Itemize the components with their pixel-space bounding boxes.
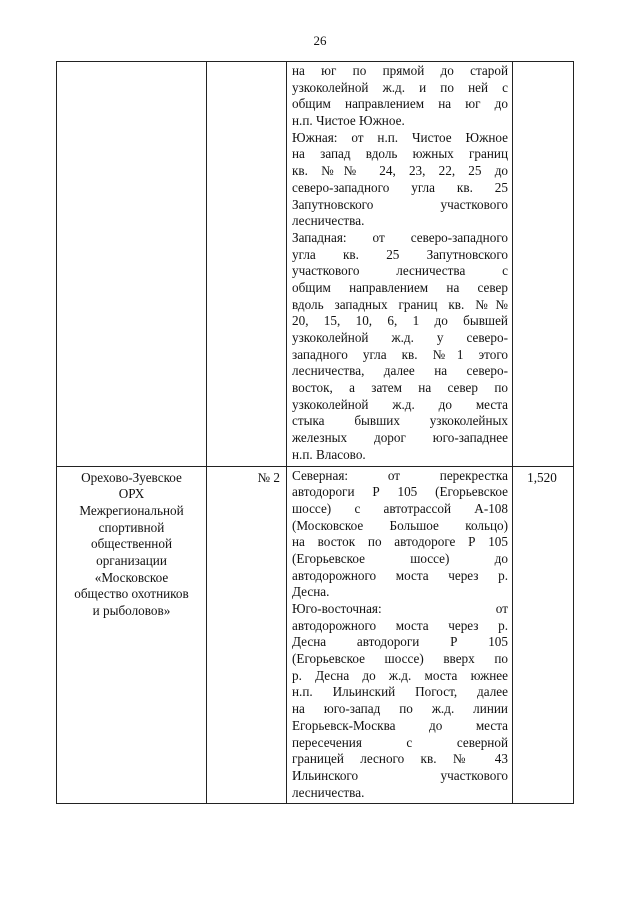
description-line: автодорожного моста через р. <box>292 617 508 633</box>
description-line: на юг по прямой до старой <box>292 63 508 78</box>
description-line: участкового лесничества с <box>292 263 508 279</box>
description-line: шоссе) с автотрассой А-108 <box>292 500 508 516</box>
organization-line: ОРХ <box>118 486 145 502</box>
description-line: железных дорог юго-западнее <box>292 430 508 446</box>
organization-line: Орехово-Зуевское <box>81 469 182 485</box>
description-line: границей лесного кв. № 43 <box>292 751 508 767</box>
description-line: Десна автодороги Р 105 <box>292 634 508 650</box>
organization-line: «Московское <box>94 569 169 585</box>
organization-cell <box>57 62 207 467</box>
boundary-description-cell <box>287 466 513 804</box>
organization-line: и рыболовов» <box>92 603 171 619</box>
description-line: вдоль западных границ кв. №№ <box>292 296 508 312</box>
table-row <box>57 466 574 804</box>
description-line: Десна. <box>292 584 330 600</box>
description-line: Южная: от н.п. Чистое Южное <box>292 129 508 145</box>
description-line: Егорьевск-Москва до места <box>292 717 508 733</box>
organization-line: спортивной <box>98 519 165 535</box>
description-line: общим направлением на юг до <box>292 96 508 112</box>
description-line: Юго-восточная: от <box>292 601 508 616</box>
description-line: н.п. Ильинский Погост, далее <box>292 684 508 700</box>
description-line: Западная: от северо-западного <box>292 229 508 245</box>
description-line: лесничества. <box>292 784 365 800</box>
boundary-description-cell <box>287 62 513 467</box>
description-line: пересечения с северной <box>292 734 508 750</box>
description-line: угла кв. 25 Запутновского <box>292 246 508 262</box>
organization-line: общественной <box>90 536 173 552</box>
boundary-description <box>292 63 508 464</box>
description-line: стыка бывших узкоколейных <box>292 413 508 429</box>
boundary-description <box>292 468 508 802</box>
organization-line: организации <box>96 553 167 569</box>
area-cell <box>513 62 574 467</box>
description-line: (Егорьевское шоссе) вверх по <box>292 651 508 667</box>
description-line: узкоколейной ж.д. до места <box>292 396 508 412</box>
boundaries-table <box>56 61 574 804</box>
description-line: Северная: от перекрестка <box>292 467 508 483</box>
description-line: (Егорьевское шоссе) до <box>292 550 508 566</box>
description-line: на юго-запад по ж.д. линии <box>292 701 508 717</box>
description-line: 20, 15, 10, 6, 1 до бывшей <box>292 313 508 329</box>
description-line: Ильинского участкового <box>292 767 508 783</box>
number-cell <box>207 62 287 467</box>
description-line: узкоколейной ж.д. у северо- <box>292 330 508 345</box>
area-cell: 1,520 <box>513 466 574 804</box>
description-line: автодорожного моста через р. <box>292 567 508 583</box>
number-cell: № 2 <box>207 466 287 804</box>
description-line: восток, а затем на север по <box>292 380 508 396</box>
page-number: 26 <box>313 33 327 48</box>
description-line: (Московское Большое кольцо) <box>292 517 508 533</box>
organization-line: общество охотников <box>74 586 189 602</box>
description-line: на восток по автодороге Р 105 <box>292 534 508 550</box>
description-line: н.п. Власово. <box>292 446 366 462</box>
table-row <box>57 62 574 467</box>
description-line: лесничества. <box>292 213 365 229</box>
description-line: Запутновского участкового <box>292 196 508 212</box>
description-line: р. Десна до ж.д. моста южнее <box>292 667 508 683</box>
organization-name <box>61 470 202 620</box>
description-line: западного угла кв. №1 этого <box>292 346 508 362</box>
organization-cell <box>57 466 207 804</box>
description-line: узкоколейной ж.д. и по ней с <box>292 79 508 95</box>
description-line: автодороги Р 105 (Егорьевское <box>292 484 508 500</box>
description-line: лесничества, далее на северо- <box>292 363 508 379</box>
description-line: кв. №№ 24, 23, 22, 25 до <box>292 163 508 179</box>
description-line: общим направлением на север <box>292 279 508 295</box>
description-line: н.п. Чистое Южное. <box>292 113 405 129</box>
description-line: на запад вдоль южных границ <box>292 146 508 162</box>
description-line: северо-западного угла кв. 25 <box>292 179 508 195</box>
organization-line: Межрегиональной <box>79 502 184 518</box>
